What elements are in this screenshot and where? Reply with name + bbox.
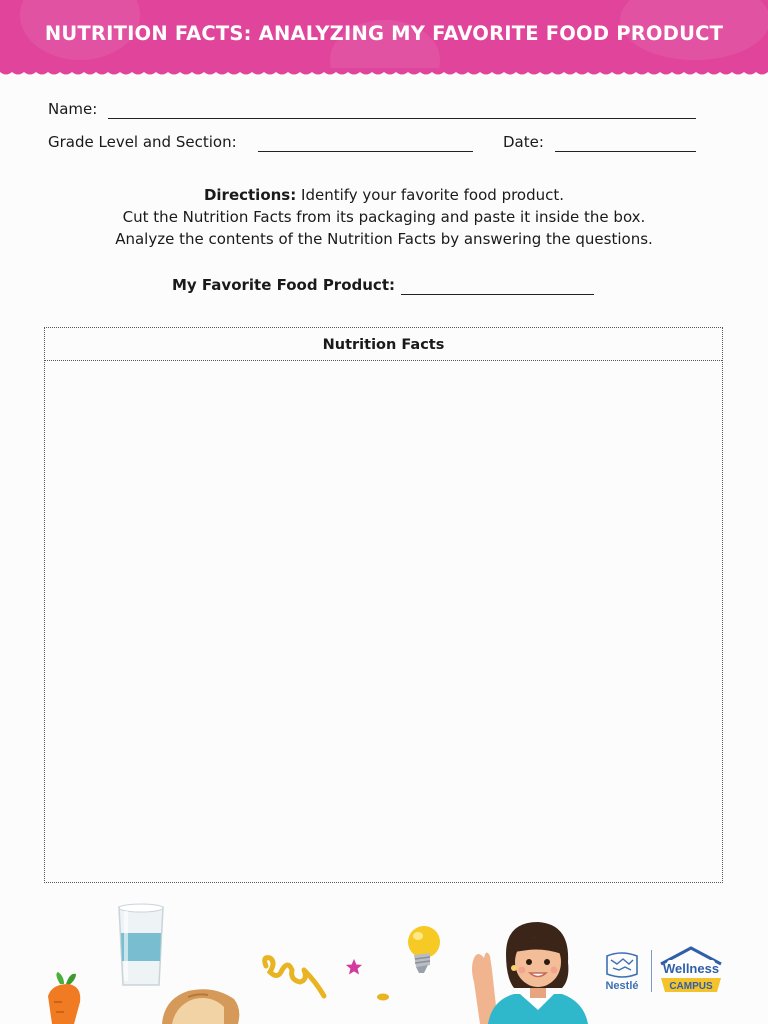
- date-input-line[interactable]: [555, 151, 696, 152]
- date-label: Date:: [503, 133, 544, 151]
- nutrition-facts-header: Nutrition Facts: [45, 328, 722, 361]
- logo-divider: [651, 950, 652, 992]
- grade-section-input-line[interactable]: [258, 151, 473, 152]
- directions-block: [0, 184, 768, 250]
- title-banner: [0, 0, 768, 72]
- wellness-campus-logo: [657, 946, 725, 996]
- directions-text-1: Identify your favorite food product.: [301, 186, 565, 204]
- grade-section-label: Grade Level and Section:: [48, 133, 237, 151]
- carrot-icon: [38, 972, 90, 1024]
- nestle-logo: [601, 950, 643, 992]
- favorite-product-input-line[interactable]: [401, 294, 594, 295]
- star-icon: [345, 958, 363, 976]
- bread-icon: [158, 985, 242, 1024]
- name-input-line[interactable]: [108, 118, 696, 119]
- banner-wave-edge: [0, 68, 768, 78]
- lightbulb-icon: [400, 923, 446, 977]
- ribbon-icon: [260, 952, 330, 1004]
- name-label: Name:: [48, 100, 98, 118]
- campus-text: CAMPUS: [669, 981, 713, 992]
- confetti-icon: [376, 992, 390, 1002]
- nutrition-facts-box[interactable]: [44, 327, 723, 883]
- directions-line-3: Analyze the contents of the Nutrition Facts by answering the questions.: [115, 230, 653, 248]
- directions-line-1: [0, 184, 768, 206]
- wellness-text: Wellness: [662, 961, 720, 976]
- directions-line-2: Cut the Nutrition Facts from its packaging and paste it inside the box.: [122, 208, 646, 226]
- directions-lead: Directions:: [203, 186, 297, 204]
- worksheet-title: NUTRITION FACTS: ANALYZING MY FAVORITE FOOD PRODUCT: [44, 22, 724, 45]
- favorite-product-label: My Favorite Food Product:: [172, 276, 395, 294]
- nestle-text: Nestlé: [605, 980, 639, 992]
- waving-girl-icon: [458, 918, 590, 1024]
- paste-area[interactable]: [45, 361, 722, 879]
- milk-glass-icon: [116, 903, 166, 989]
